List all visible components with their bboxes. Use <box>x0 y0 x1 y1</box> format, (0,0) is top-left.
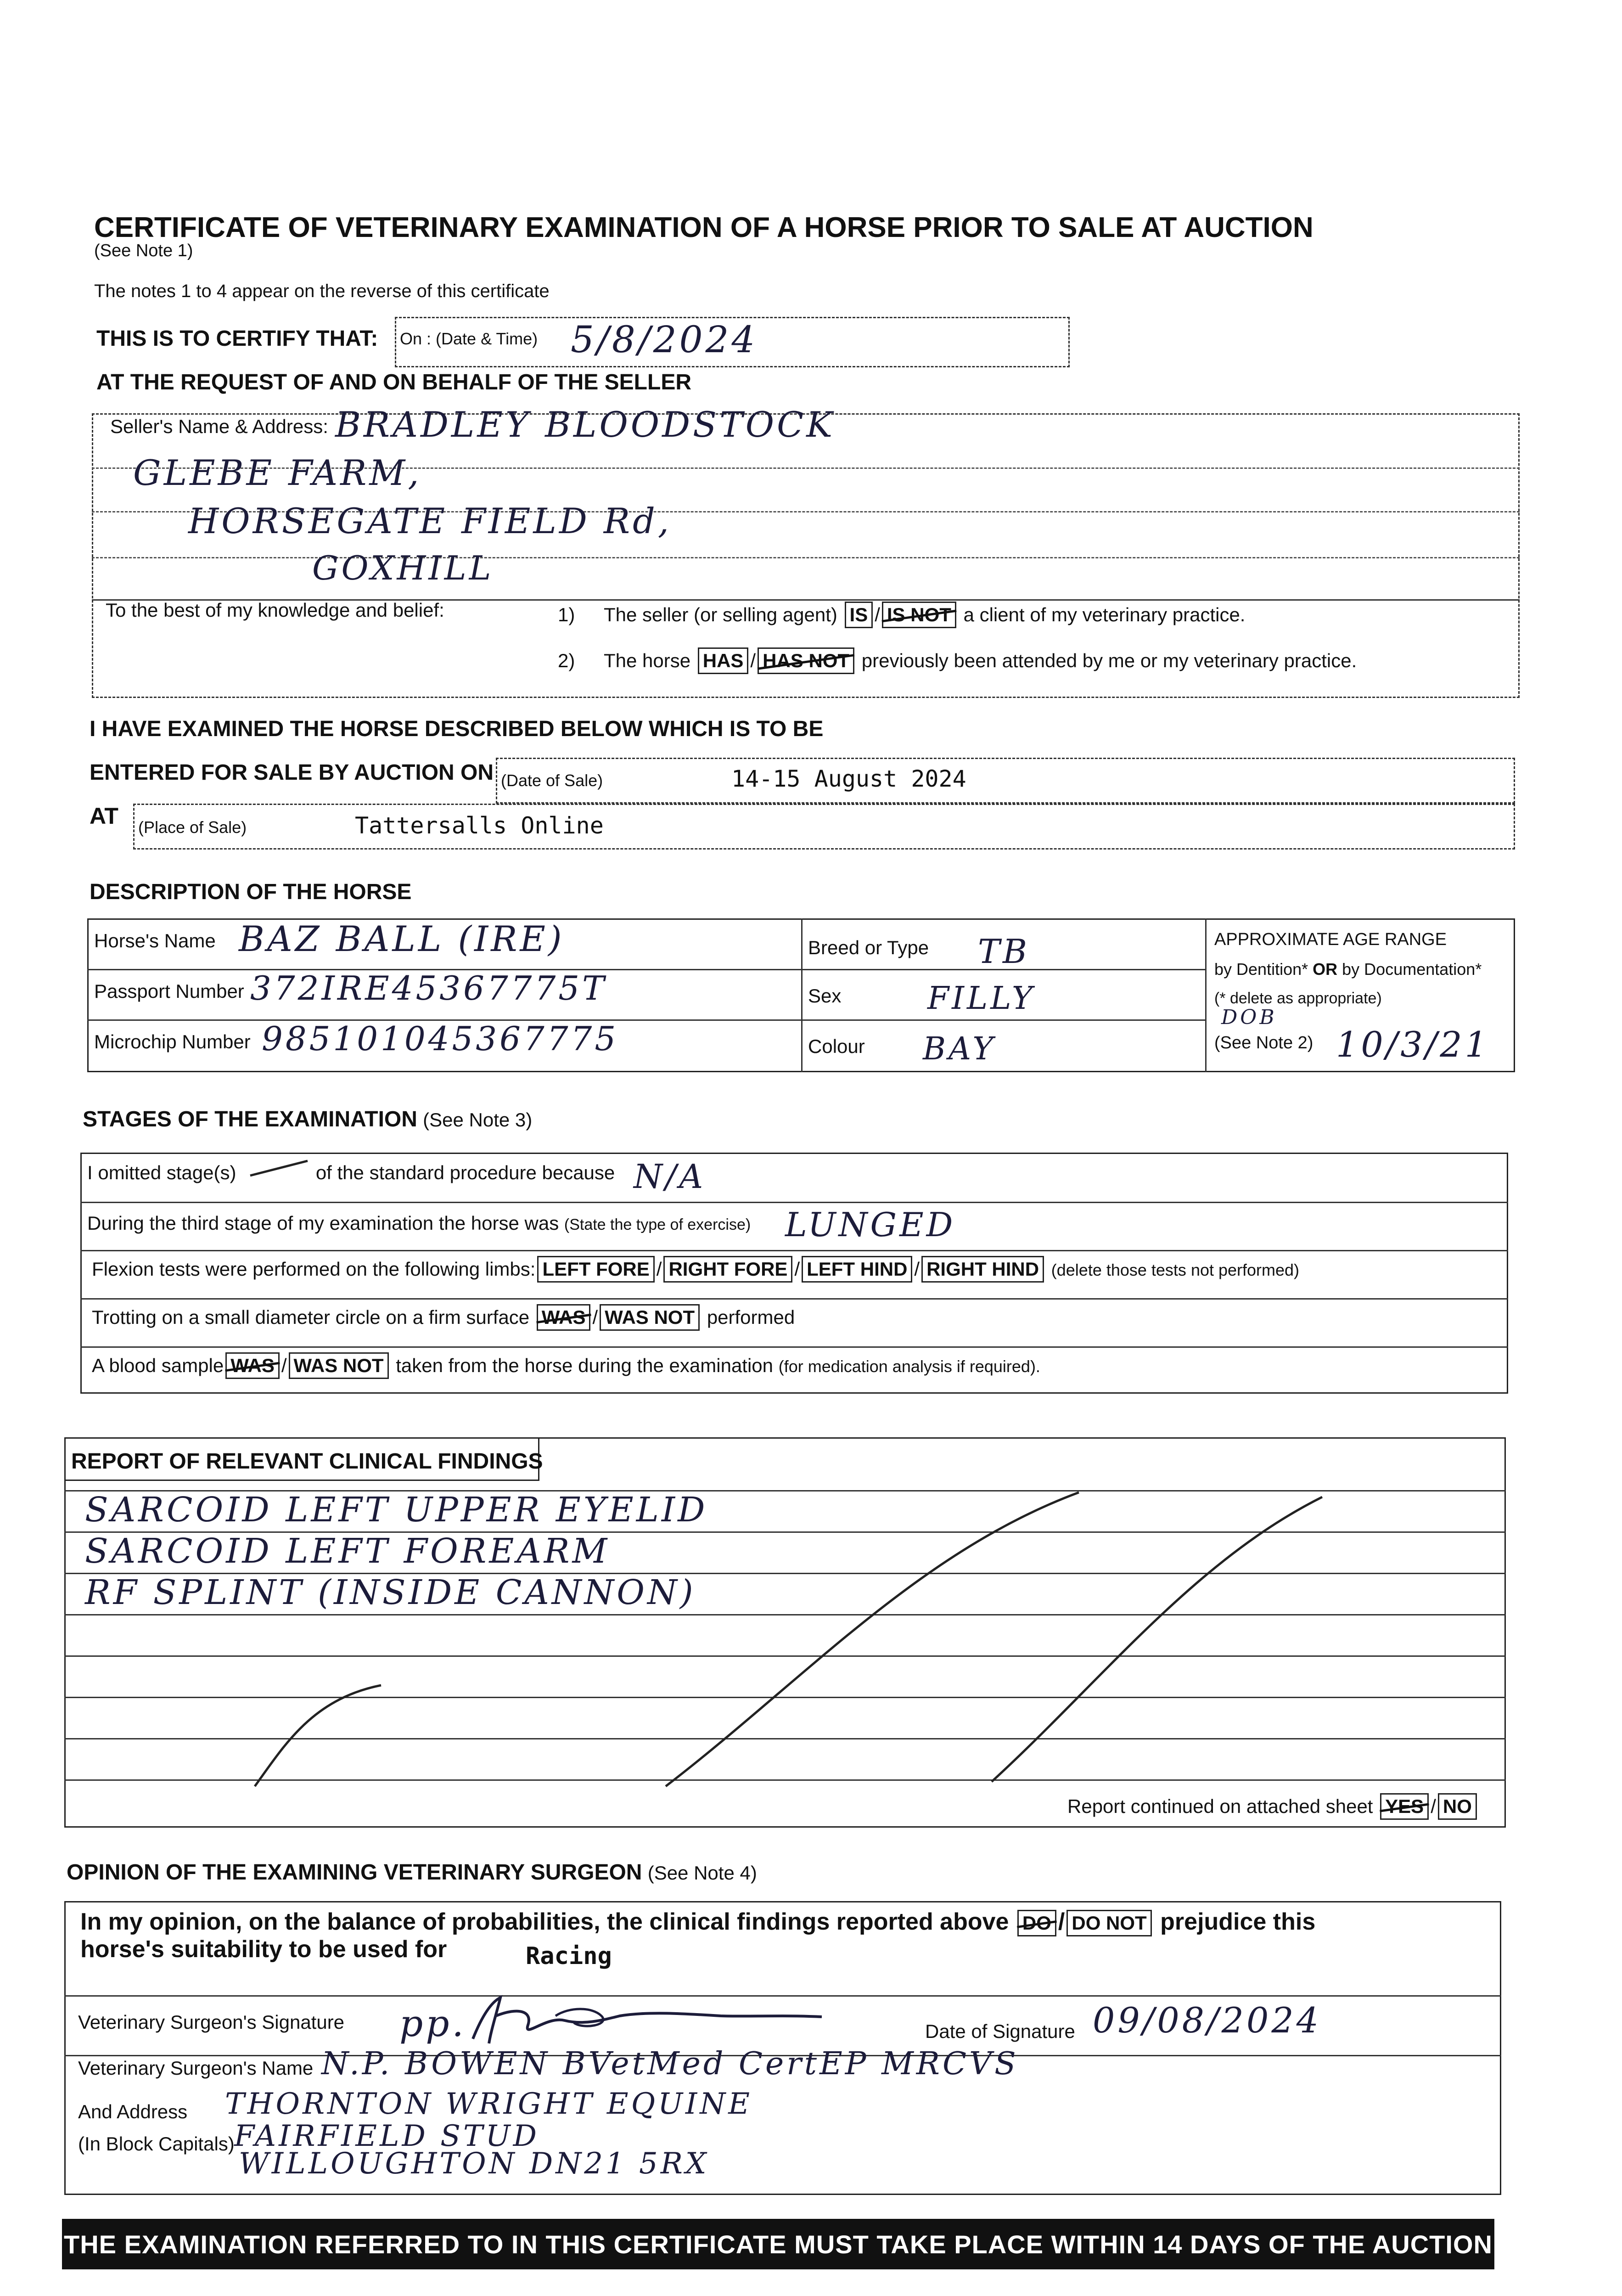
knowledge-label: To the best of my knowledge and belief: <box>106 599 444 621</box>
third-stage-row <box>87 1212 751 1234</box>
continued-yes-option[interactable]: YES <box>1380 1793 1429 1820</box>
seller-label: Seller's Name & Address: <box>110 416 328 437</box>
finding-line-2[interactable]: SARCOID LEFT FOREARM <box>85 1531 610 1571</box>
breed-value[interactable]: TB <box>978 932 1030 971</box>
seller-line-4[interactable]: GOXHILL <box>312 549 494 587</box>
blood-was-not-option[interactable]: WAS NOT <box>289 1352 389 1379</box>
request-label: AT THE REQUEST OF AND ON BEHALF OF THE SELLER <box>96 370 691 394</box>
sex-label: Sex <box>808 985 842 1007</box>
flex-left-fore[interactable]: LEFT FORE <box>537 1256 654 1283</box>
breed-label: Breed or Type <box>808 937 929 958</box>
blood-pre: A blood sample <box>92 1355 224 1376</box>
opinion-text-post: prejudice this <box>1160 1908 1316 1935</box>
statement-1-pre: The seller (or selling agent) <box>603 604 837 625</box>
continued-label: Report continued on attached sheet <box>1067 1795 1373 1817</box>
opinion-line-2: horse's suitability to be used for <box>80 1936 447 1963</box>
omitted-mid: of the standard procedure because <box>315 1162 615 1183</box>
place-of-sale-label: (Place of Sale) <box>138 818 247 837</box>
on-date-value: 5/8/2024 <box>571 318 758 361</box>
address-line-1[interactable]: THORNTON WRIGHT EQUINE <box>225 2087 752 2121</box>
intended-use-value[interactable]: Racing <box>526 1942 612 1970</box>
stages-title-text: STAGES OF THE EXAMINATION <box>83 1107 417 1131</box>
place-of-sale-value: Tattersalls Online <box>355 812 604 839</box>
certificate-title: CERTIFICATE OF VETERINARY EXAMINATION OF A HORSE PRIOR TO SALE AT AUCTION <box>94 212 1313 243</box>
opinion-title-note: (See Note 4) <box>647 1862 757 1884</box>
horse-has-not-option[interactable]: HAS NOT <box>758 647 854 674</box>
trot-was-not-option[interactable]: WAS NOT <box>600 1304 700 1331</box>
vet-name-value[interactable]: N.P. BOWEN BVetMed CertEP MRCVS <box>321 2046 1019 2082</box>
omitted-stage-dash <box>248 1157 312 1180</box>
stages-title <box>83 1107 532 1132</box>
age-or: OR <box>1313 960 1338 979</box>
certify-label: THIS IS TO CERTIFY THAT: <box>96 326 378 351</box>
blood-was-option[interactable]: WAS <box>225 1352 280 1379</box>
opinion-title <box>67 1860 757 1885</box>
opinion-do-option[interactable]: DO <box>1017 1910 1056 1936</box>
statement-1: 1) The seller (or selling agent) IS / IS NOT a client of my veterinary practice. <box>558 602 1245 628</box>
age-range-title: APPROXIMATE AGE RANGE <box>1214 930 1447 949</box>
on-date-field[interactable] <box>395 317 1070 367</box>
trot-was-option[interactable]: WAS <box>537 1304 591 1331</box>
third-stage-value[interactable]: LUNGED <box>785 1205 956 1244</box>
date-signature-value[interactable]: 09/08/2024 <box>1093 2000 1322 2041</box>
statement-1-num: 1) <box>558 604 575 625</box>
omitted-pre: I omitted stage(s) <box>87 1162 236 1183</box>
age-documentation[interactable]: by Documentation* <box>1342 960 1482 979</box>
third-pre: During the third stage of my examination the horse was <box>87 1212 559 1234</box>
address-label: And Address <box>78 2101 188 2122</box>
statement-2-post: previously been attended by me or my veterinary practice. <box>861 650 1357 671</box>
blood-post: taken from the horse during the examination <box>396 1355 774 1376</box>
blood-row: A blood sample WAS / WAS NOT taken from the horse during the examination (for medication analysis if required). <box>92 1352 1040 1379</box>
age-value[interactable]: 10/3/21 <box>1336 1024 1490 1065</box>
examined-label: I HAVE EXAMINED THE HORSE DESCRIBED BELOW WHICH IS TO BE <box>90 717 824 741</box>
notes-text: The notes 1 to 4 appear on the reverse of this certificate <box>94 281 550 301</box>
opinion-title-text: OPINION OF THE EXAMINING VETERINARY SURGEON <box>67 1860 642 1885</box>
statement-2-num: 2) <box>558 650 575 671</box>
sex-value[interactable]: FILLY <box>927 980 1035 1017</box>
seller-is-option[interactable]: IS <box>845 602 873 628</box>
horse-has-option[interactable]: HAS <box>698 647 749 674</box>
trot-pre: Trotting on a small diameter circle on a firm surface <box>92 1306 530 1328</box>
signature-label: Veterinary Surgeon's Signature <box>78 2011 345 2033</box>
opinion-do-not-option[interactable]: DO NOT <box>1066 1910 1151 1936</box>
trot-post: performed <box>707 1306 795 1328</box>
finding-line-1[interactable]: SARCOID LEFT UPPER EYELID <box>85 1490 708 1530</box>
opinion-text-pre: In my opinion, on the balance of probabilities, the clinical findings reported above <box>80 1908 1009 1935</box>
seller-line-1[interactable]: BRADLEY BLOODSTOCK <box>335 404 836 445</box>
age-see-note-2: (See Note 2) <box>1214 1033 1313 1052</box>
date-of-sale-value: 14-15 August 2024 <box>731 765 966 792</box>
on-date-label: On : (Date & Time) <box>400 329 538 348</box>
opinion-line-1: In my opinion, on the balance of probabilities, the clinical findings reported above DO / DO NOT prejudice this <box>80 1908 1315 1936</box>
flexion-row: Flexion tests were performed on the following limbs: LEFT FORE / RIGHT FORE / LEFT HIND / RIGHT HIND (delete those tests not performed) <box>92 1256 1299 1283</box>
colour-label: Colour <box>808 1035 865 1057</box>
statement-2-pre: The horse <box>603 650 691 671</box>
age-range-line-2 <box>1214 960 1482 979</box>
stages-title-note: (See Note 3) <box>423 1109 533 1131</box>
age-delete-note: (* delete as appropriate) <box>1214 990 1382 1007</box>
continued-no-option[interactable]: NO <box>1438 1793 1477 1820</box>
statement-1-post: a client of my veterinary practice. <box>963 604 1246 625</box>
place-of-sale-field[interactable] <box>133 804 1515 850</box>
address-line-3[interactable]: WILLOUGHTON DN21 5RX <box>239 2147 709 2181</box>
trot-row: Trotting on a small diameter circle on a firm surface WAS / WAS NOT performed <box>92 1304 795 1331</box>
flex-right-hind[interactable]: RIGHT HIND <box>921 1256 1044 1283</box>
continued-row: Report continued on attached sheet YES / NO <box>1067 1793 1479 1820</box>
block-capitals-label: (In Block Capitals) <box>78 2133 235 2155</box>
omitted-value[interactable]: N/A <box>634 1157 706 1196</box>
finding-line-3[interactable]: RF SPLINT (INSIDE CANNON) <box>85 1573 696 1612</box>
statement-2: 2) The horse HAS / HAS NOT previously been attended by me or my veterinary practice. <box>558 647 1357 674</box>
microchip-label: Microchip Number <box>94 1031 251 1052</box>
date-signature-label: Date of Signature <box>925 2020 1075 2042</box>
colour-value[interactable]: BAY <box>923 1031 996 1067</box>
vet-name-label: Veterinary Surgeon's Name <box>78 2057 314 2079</box>
flexion-pre: Flexion tests were performed on the following limbs: <box>92 1258 536 1280</box>
flex-right-fore[interactable]: RIGHT FORE <box>663 1256 792 1283</box>
date-of-sale-field[interactable] <box>496 758 1515 804</box>
passport-label: Passport Number <box>94 980 244 1002</box>
seller-line-2[interactable]: GLEBE FARM, <box>133 452 422 493</box>
findings-title: REPORT OF RELEVANT CLINICAL FINDINGS <box>71 1449 543 1474</box>
seller-line-3[interactable]: HORSEGATE FIELD Rd, <box>188 501 672 541</box>
address-line-2[interactable]: FAIRFIELD STUD <box>234 2119 539 2153</box>
entered-label: ENTERED FOR SALE BY AUCTION ON <box>90 760 494 785</box>
findings-strike-lines <box>230 1488 1331 1800</box>
horse-name-label: Horse's Name <box>94 930 216 951</box>
at-label: AT <box>90 803 118 829</box>
third-note: (State the type of exercise) <box>564 1216 751 1233</box>
date-of-sale-label: (Date of Sale) <box>501 771 603 790</box>
blood-note: (for medication analysis if required). <box>778 1357 1040 1376</box>
microchip-value[interactable]: 985101045367775 <box>262 1019 619 1058</box>
omitted-row <box>87 1162 615 1184</box>
age-dob-note: DOB <box>1221 1006 1277 1029</box>
footer-banner: THE EXAMINATION REFERRED TO IN THIS CERTIFICATE MUST TAKE PLACE WITHIN 14 DAYS OF THE AUCTION <box>62 2219 1494 2269</box>
description-title: DESCRIPTION OF THE HORSE <box>90 880 412 904</box>
see-note-1: (See Note 1) <box>94 241 193 260</box>
age-dentition[interactable]: by Dentition* <box>1214 960 1308 979</box>
flex-left-hind[interactable]: LEFT HIND <box>802 1256 912 1283</box>
flexion-post: (delete those tests not performed) <box>1051 1261 1300 1279</box>
seller-is-not-option[interactable]: IS NOT <box>882 602 956 628</box>
signature-prefix: pp. <box>399 2002 466 2045</box>
passport-value[interactable]: 372IRE45367775T <box>250 969 607 1007</box>
horse-name-value[interactable]: BAZ BALL (IRE) <box>239 918 565 959</box>
